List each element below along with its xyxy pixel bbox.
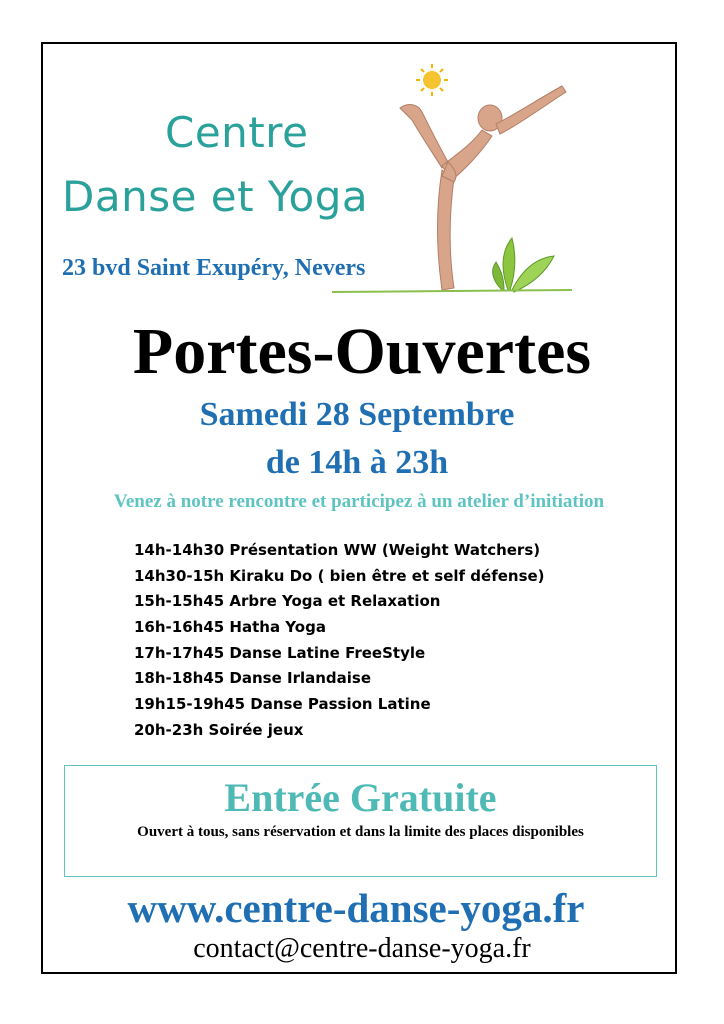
free-entry-title: Entrée Gratuite bbox=[224, 775, 497, 820]
plant-leaves-icon bbox=[493, 238, 554, 292]
schedule-item: 14h-14h30 Présentation WW (Weight Watchers) bbox=[134, 541, 541, 559]
brand-name-line-2: Danse et Yoga bbox=[62, 172, 369, 221]
address: 23 bvd Saint Exupéry, Nevers bbox=[62, 255, 366, 281]
schedule-item: 14h30-15h Kiraku Do ( bien être et self défense) bbox=[134, 566, 545, 585]
schedule-item: 18h-18h45 Danse Irlandaise bbox=[134, 669, 372, 688]
schedule-item: 17h-17h45 Danse Latine FreeStyle bbox=[134, 643, 426, 662]
schedule-item: 19h15-19h45 Danse Passion Latine bbox=[134, 695, 431, 714]
free-entry-box bbox=[64, 765, 657, 877]
yoga-illustration bbox=[330, 58, 580, 298]
free-entry-note: Ouvert à tous, sans réservation et dans la limite des places disponibles bbox=[137, 824, 584, 840]
ground-line bbox=[332, 290, 572, 292]
invitation-text: Venez à notre rencontre et participez à un atelier d’initiation bbox=[113, 491, 605, 512]
contact-email[interactable]: contact@centre-danse-yoga.fr bbox=[193, 933, 531, 964]
schedule-list bbox=[134, 538, 545, 744]
schedule-item: 15h-15h45 Arbre Yoga et Relaxation bbox=[134, 592, 441, 611]
sun-icon bbox=[416, 64, 448, 96]
event-hours: de 14h à 23h bbox=[265, 444, 449, 481]
brand-name-line-1: Centre bbox=[165, 108, 309, 157]
event-date: Samedi 28 Septembre bbox=[199, 396, 515, 433]
event-title: Portes-Ouvertes bbox=[132, 315, 592, 388]
website-link[interactable]: www.centre-danse-yoga.fr bbox=[127, 885, 585, 931]
schedule-item: 16h-16h45 Hatha Yoga bbox=[134, 618, 326, 637]
schedule-item: 20h-23h Soirée jeux bbox=[134, 720, 304, 739]
